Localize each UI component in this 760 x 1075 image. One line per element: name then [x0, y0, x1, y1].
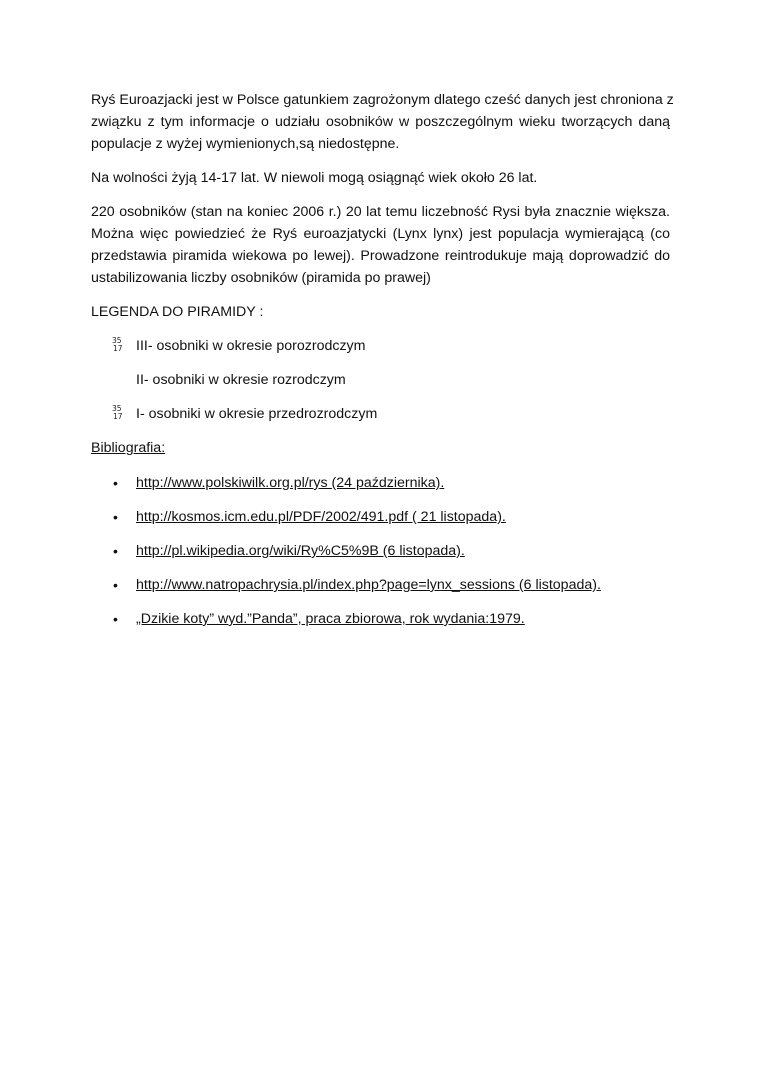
bibliography-link-polskiwilk[interactable]: http://www.polskiwilk.org.pl/rys (24 października). [136, 475, 445, 491]
intro-paragraph [91, 89, 674, 155]
lifespan-paragraph: Na wolności żyją 14-17 lat. W niewoli mogą osiągnąć wiek około 26 lat. [91, 170, 538, 186]
bibliography-item [91, 472, 670, 494]
legend-marker-top: 35 [112, 336, 122, 345]
bullet-icon: • [113, 543, 118, 559]
legend-marker-icon [112, 337, 124, 353]
bibliography-title: Bibliografia: [91, 440, 166, 456]
intro-line-2: związku z tym informacje o udziału osobników w poszczególnym wieku tworzących daną [91, 114, 670, 130]
legend-item-label: II- osobniki w okresie rozrodczym [136, 372, 346, 388]
bibliography-item [91, 574, 670, 596]
bullet-icon: • [113, 611, 118, 627]
legend-marker-bottom: 17 [113, 411, 123, 421]
population-line-1: 220 osobników (stan na koniec 2006 r.) 20 lat temu liczebność Rysi była znacznie większa. [91, 204, 670, 220]
legend-item-stage-3 [91, 335, 670, 357]
bibliography-entry-book[interactable]: „Dzikie koty” wyd.”Panda”, praca zbiorowa, rok wydania:1979. [136, 611, 525, 627]
legend-marker-top: 35 [112, 404, 122, 413]
legend-item-stage-1 [91, 403, 670, 425]
legend-list [91, 335, 670, 425]
bullet-icon: • [113, 509, 118, 525]
legend-item-label: I- osobniki w okresie przedrozrodczym [136, 406, 378, 422]
bibliography-item [91, 506, 670, 528]
document-body [91, 89, 674, 642]
bibliography-link-wikipedia[interactable]: http://pl.wikipedia.org/wiki/Ry%C5%9B (6 listopada). [136, 543, 465, 559]
population-paragraph [91, 201, 670, 289]
bibliography-link-natropachrysia[interactable]: http://www.natropachrysia.pl/index.php?page=lynx_sessions (6 listopada). [136, 577, 601, 593]
population-line-4: ustabilizowania liczby osobników (piramida po prawej) [91, 270, 431, 286]
intro-line-3: populacje z wyżej wymienionych,są niedostępne. [91, 136, 400, 152]
bibliography-link-kosmos[interactable]: http://kosmos.icm.edu.pl/PDF/2002/491.pdf ( 21 listopada). [136, 509, 506, 525]
population-line-3: przedstawia piramida wiekowa po lewej). Prowadzone reintrodukuje mają doprowadzić do [91, 248, 670, 264]
intro-line-1: Ryś Euroazjacki jest w Polsce gatunkiem zagrożonym dlatego cześć danych jest chroniona z [91, 92, 674, 108]
legend-marker-bottom: 17 [113, 343, 123, 353]
bullet-icon: • [113, 475, 118, 491]
bullet-icon: • [113, 577, 118, 593]
population-line-2: Można więc powiedzieć że Ryś euroazjatycki (Lynx lynx) jest populacja wymierającą (co [91, 226, 670, 242]
legend-item-stage-2 [91, 369, 670, 391]
bibliography-item [91, 608, 670, 630]
legend-title: LEGENDA DO PIRAMIDY : [91, 304, 264, 320]
legend-item-label: III- osobniki w okresie porozrodczym [136, 338, 366, 354]
legend-marker-icon [112, 405, 124, 421]
bibliography-item [91, 540, 670, 562]
bibliography-list [91, 472, 670, 630]
